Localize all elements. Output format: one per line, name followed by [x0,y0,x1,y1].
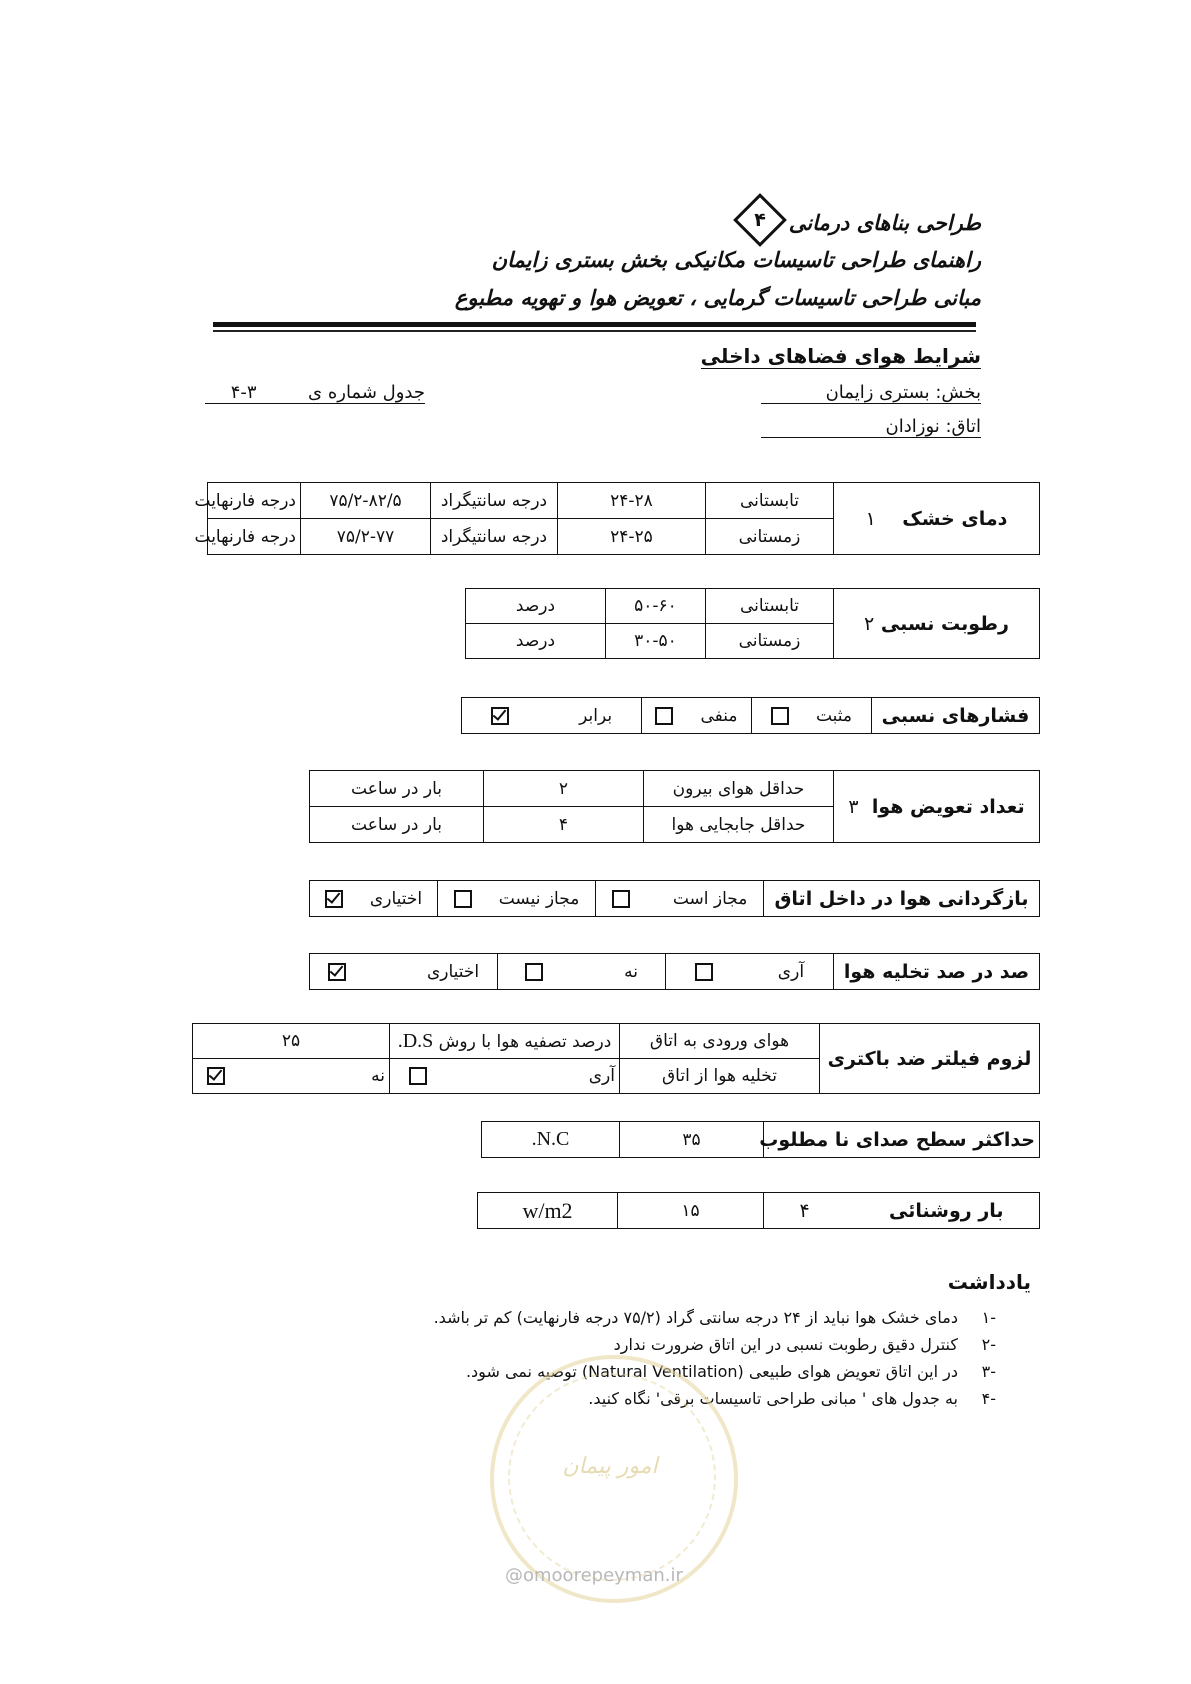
table-number-label: جدول شماره ی [308,382,425,403]
air-change-title: تعداد تعویض هوا ۳ [834,771,1040,843]
header-line-2: راهنمای طراحی تاسیسات مکانیکی بخش بستری زایمان [491,248,981,272]
filter-row1-value: ۲۵ [193,1024,390,1059]
checkbox-positive[interactable] [771,707,789,725]
dry-temp-table [194,482,1040,555]
filter-method: D.S. [397,1029,434,1052]
lighting-value: ۱۵ [618,1193,764,1229]
exhaust-title: صد در صد تخلیه هوا [834,954,1040,990]
lighting-table [477,1192,1040,1229]
filter-row1-label: هوای ورودی به اتاق [620,1024,820,1059]
chapter-badge [733,193,787,247]
air-change-value-outdoor: ۲ [484,771,644,807]
filter-row1-desc: درصد تصفیه هوا با روش D.S. [390,1024,620,1059]
filter-option-no[interactable]: نه [193,1059,390,1094]
exhaust-table [309,953,1040,990]
dry-temp-c-unit-summer: درجه سانتیگراد [431,483,558,519]
department-text: بخش: بستری زایمان [825,382,981,403]
checkbox-yes[interactable] [695,963,713,981]
checkbox-exhaust-optional[interactable] [328,963,346,981]
filter-row2-label: تخلیه هوا از اتاق [620,1059,820,1094]
header-line-1 [729,205,981,243]
noise-value: ۳۵ [620,1122,764,1158]
checkbox-allowed[interactable] [612,890,630,908]
exhaust-option-optional[interactable]: اختیاری [310,954,498,990]
recirculation-option-not-allowed[interactable]: مجاز نیست [438,881,596,917]
air-change-unit-outdoor: بار در ساعت [310,771,484,807]
dry-temp-title: دمای خشک ۱ [834,483,1040,555]
exhaust-option-yes[interactable]: آری [666,954,834,990]
recirculation-title: بازگردانی هوا در داخل اتاق [764,881,1040,917]
pressure-option-negative[interactable]: منفی [642,698,752,734]
pressure-table [461,697,1040,734]
humidity-unit-summer: درصد [466,589,606,624]
notes-title: یادداشت [947,1270,1031,1294]
table-number [205,382,425,404]
lighting-unit: w/m2 [478,1193,618,1229]
dry-temp-season-summer: تابستانی [706,483,834,519]
note-item-3: -۳در این اتاق تعویض هوای طبیعی (Natural Ventilation) توصیه نمی شود. [465,1362,996,1381]
dry-temp-f-winter: ۷۵/۲-۷۷ [301,519,431,555]
site-watermark: @omoorepeyman.ir [505,1565,683,1586]
header-title: طراحی بناهای درمانی [788,211,981,235]
dry-temp-f-unit-summer: درجه فارنهایت [208,483,301,519]
dry-temp-season-winter: زمستانی [706,519,834,555]
note-item-4: -۴به جدول های ' مبانی طراحی تاسیسات برقی' نگاه کنید. [588,1389,996,1408]
stamp-text: امور پیمان [562,1454,658,1479]
noise-title: حداکثر سطح صدای نا مطلوب [764,1122,1040,1158]
room-label [761,416,981,438]
recirculation-table [309,880,1040,917]
filter-option-yes[interactable]: آری [390,1059,620,1094]
checkbox-filter-yes[interactable] [409,1067,427,1085]
checkbox-equal[interactable] [491,707,509,725]
dry-temp-c-winter: ۲۴-۲۵ [558,519,706,555]
filter-title: لزوم فیلتر ضد باکتری [820,1024,1040,1094]
air-change-label-total: حداقل جابجایی هوا [644,807,834,843]
table-number-value: ۳-۴ [230,382,257,403]
humidity-title: رطوبت نسبی ۲ [834,589,1040,659]
air-change-table [309,770,1040,843]
section-title: شرایط هوای فضاهای داخلی [700,344,981,368]
humidity-season-summer: تابستانی [706,589,834,624]
filter-table [192,1023,1040,1094]
exhaust-option-no[interactable]: نه [498,954,666,990]
pressure-option-equal[interactable]: برابر [462,698,642,734]
header-rule [213,322,976,327]
header-rule-thin [213,330,976,332]
humidity-table [465,588,1040,659]
air-change-label-outdoor: حداقل هوای بیرون [644,771,834,807]
checkbox-optional[interactable] [325,890,343,908]
humidity-season-winter: زمستانی [706,624,834,659]
note-item-1: -۱دمای خشک هوا نباید از ۲۴ درجه سانتی گراد (۷۵/۲ درجه فارنهایت) کم تر باشد. [433,1308,996,1327]
room-text: اتاق: نوزادان [885,416,981,437]
humidity-range-winter: ۳۰-۵۰ [606,624,706,659]
dry-temp-f-unit-winter: درجه فارنهایت [208,519,301,555]
pressure-title: فشارهای نسبی [872,698,1040,734]
lighting-title: بار روشنائی ۴ [764,1193,1040,1229]
dry-temp-c-summer: ۲۴-۲۸ [558,483,706,519]
dry-temp-c-unit-winter: درجه سانتیگراد [431,519,558,555]
checkbox-no[interactable] [525,963,543,981]
dry-temp-f-summer: ۷۵/۲-۸۲/۵ [301,483,431,519]
note-item-2: -۲کنترل دقیق رطوبت نسبی در این اتاق ضرورت ندارد [613,1335,996,1354]
noise-unit: N.C. [482,1122,620,1158]
humidity-unit-winter: درصد [466,624,606,659]
chapter-number: ۴ [753,209,766,231]
checkbox-filter-no[interactable] [207,1067,225,1085]
header-line-3: مبانی طراحی تاسیسات گرمایی ، تعویض هوا و تهویه مطبوع [454,286,981,310]
humidity-range-summer: ۵۰-۶۰ [606,589,706,624]
recirculation-option-optional[interactable]: اختیاری [310,881,438,917]
department-label [761,382,981,404]
recirculation-option-allowed[interactable]: مجاز است [596,881,764,917]
noise-table [481,1121,1040,1158]
pressure-option-positive[interactable]: مثبت [752,698,872,734]
checkbox-negative[interactable] [655,707,673,725]
air-change-value-total: ۴ [484,807,644,843]
air-change-unit-total: بار در ساعت [310,807,484,843]
checkbox-not-allowed[interactable] [454,890,472,908]
